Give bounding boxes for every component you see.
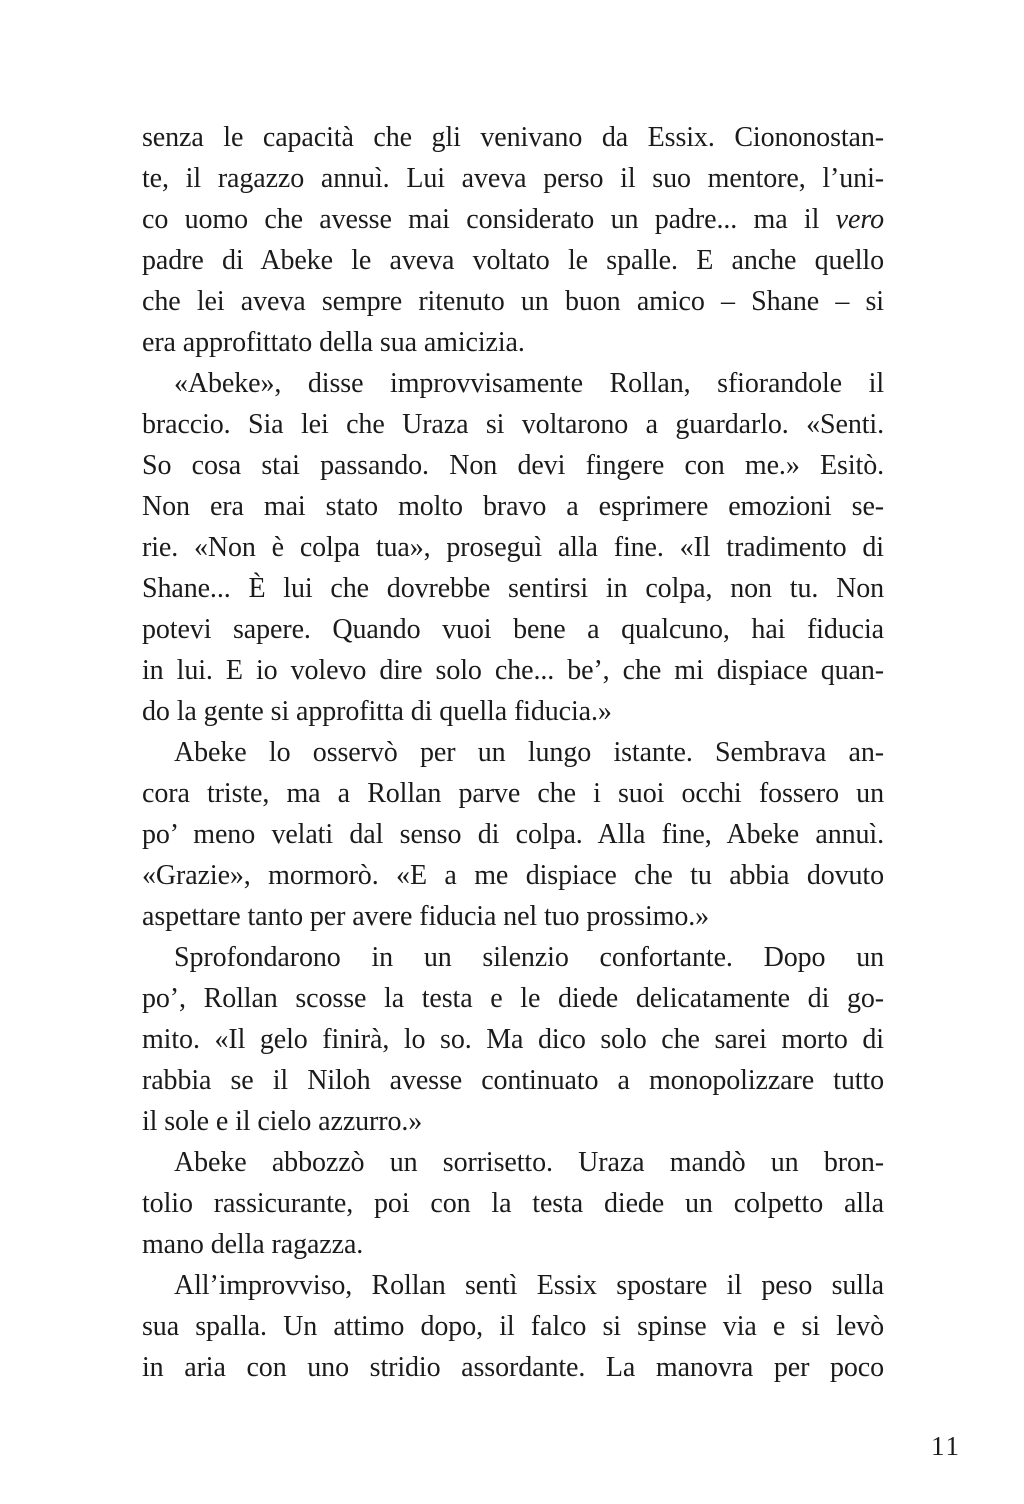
paragraph	[142, 732, 884, 937]
text-line: po’ meno velati dal senso di colpa. Alla fine, Abeke annuì.	[142, 819, 884, 850]
text-line: senza le capacità che gli venivano da Essix. Ciononostan-	[142, 122, 884, 153]
text-line: do la gente si approfitta di quella fiducia.»	[142, 696, 612, 727]
text-line: co uomo che avesse mai considerato un padre... ma il vero	[142, 204, 884, 235]
text-line: All’improvviso, Rollan sentì Essix spostare il peso sulla	[174, 1270, 884, 1301]
text-line: So cosa stai passando. Non devi fingere con me.» Esitò.	[142, 450, 884, 481]
text-line: in aria con uno stridio assordante. La manovra per poco	[142, 1352, 884, 1383]
text-line: padre di Abeke le aveva voltato le spalle. E anche quello	[142, 245, 884, 276]
text-line: mito. «Il gelo finirà, lo so. Ma dico solo che sarei morto di	[142, 1024, 884, 1055]
text-line: rie. «Non è colpa tua», proseguì alla fine. «Il tradimento di	[142, 532, 884, 563]
text-line: «Grazie», mormorò. «E a me dispiace che tu abbia dovuto	[142, 860, 884, 891]
paragraph	[142, 1142, 884, 1265]
text-line: rabbia se il Niloh avesse continuato a monopolizzare tutto	[142, 1065, 884, 1096]
text-line: mano della ragazza.	[142, 1229, 364, 1260]
text-line: Non era mai stato molto bravo a esprimere emozioni se-	[142, 491, 884, 522]
text-line: cora triste, ma a Rollan parve che i suoi occhi fossero un	[142, 778, 884, 809]
text-line: Shane... È lui che dovrebbe sentirsi in colpa, non tu. Non	[142, 573, 884, 604]
text-line: sua spalla. Un attimo dopo, il falco si spinse via e si levò	[142, 1311, 884, 1342]
text-line: braccio. Sia lei che Uraza si voltarono a guardarlo. «Senti.	[142, 409, 884, 440]
italic-text: vero	[835, 204, 884, 235]
text-line: tolio rassicurante, poi con la testa diede un colpetto alla	[142, 1188, 884, 1219]
text-line: potevi sapere. Quando vuoi bene a qualcuno, hai fiducia	[142, 614, 884, 645]
paragraph	[142, 1265, 884, 1388]
text-line: Sprofondarono in un silenzio confortante. Dopo un	[174, 942, 884, 973]
paragraph	[142, 117, 884, 363]
text-line: Abeke abbozzò un sorrisetto. Uraza mandò un bron-	[174, 1147, 884, 1178]
text-line: te, il ragazzo annuì. Lui aveva perso il suo mentore, l’uni-	[142, 163, 884, 194]
text-line: che lei aveva sempre ritenuto un buon amico – Shane – si	[142, 286, 884, 317]
text-line: aspettare tanto per avere fiducia nel tuo prossimo.»	[142, 901, 710, 932]
text-line: era approfittato della sua amicizia.	[142, 327, 525, 358]
paragraph	[142, 363, 884, 732]
text-block	[142, 117, 884, 1388]
paragraph	[142, 937, 884, 1142]
text-line: po’, Rollan scosse la testa e le diede delicatamente di go-	[142, 983, 884, 1014]
text-line: «Abeke», disse improvvisamente Rollan, sfiorandole il	[174, 368, 884, 399]
text-line: il sole e il cielo azzurro.»	[142, 1106, 423, 1137]
text-line: in lui. E io volevo dire solo che... be’, che mi dispiace quan-	[142, 655, 884, 686]
text-line: Abeke lo osservò per un lungo istante. Sembrava an-	[174, 737, 884, 768]
page-number: 11	[931, 1431, 961, 1461]
